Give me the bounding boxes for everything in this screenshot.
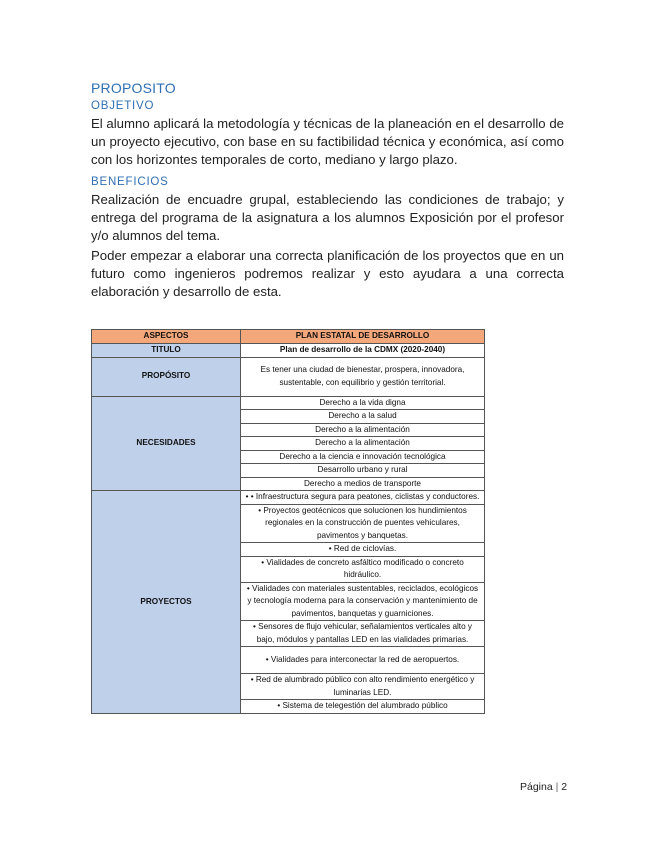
beneficios-paragraph: Realización de encuadre grupal, estableciendo las condiciones de trabajo; y entrega del programa de la asignatura a los alumnos Exposición por el profesor y/o alumnos del tema. [91, 192, 564, 243]
proyecto-item: • Red de alumbrado público con alto rendimiento energético y luminarias LED. [241, 674, 485, 700]
proyecto-item: • Sistema de telegestión del alumbrado público [241, 700, 485, 714]
plan-table [91, 329, 485, 714]
necesidad-item: Derecho a medios de transporte [241, 477, 485, 491]
value-titulo: Plan de desarrollo de la CDMX (2020-2040) [241, 344, 485, 358]
objetivo-paragraph: El alumno aplicará la metodología y técnicas de la planeación en el desarrollo de un proyecto ejecutivo, con base en su factibilidad técnica y económica, así como con los horizontes temporales de corto, mediano y largo plazo. [91, 116, 564, 167]
objetivo-heading: OBJETIVO [91, 100, 155, 112]
page-label: Página [520, 781, 553, 793]
necesidad-item: Derecho a la vida digna [241, 396, 485, 410]
table-row-proposito [92, 357, 485, 396]
label-proposito: PROPÓSITO [92, 357, 241, 396]
header-aspectos: ASPECTOS [92, 330, 241, 344]
proyecto-item: • • Infraestructura segura para peatones, ciclistas y conductores. [241, 491, 485, 505]
label-necesidades: NECESIDADES [92, 396, 241, 491]
page-separator: | [555, 781, 559, 793]
section-heading: PROPOSITO [91, 80, 176, 96]
necesidad-item: Derecho a la ciencia e innovación tecnológica [241, 450, 485, 464]
page-footer [520, 781, 567, 793]
value-proposito: Es tener una ciudad de bienestar, prospera, innovadora, sustentable, con equilibrio y gestión territorial. [241, 357, 485, 396]
necesidad-item: Desarrollo urbano y rural [241, 464, 485, 478]
proyecto-item: • Vialidades para interconectar la red de aeropuertos. [241, 647, 485, 674]
necesidad-item: Derecho a la alimentación [241, 437, 485, 451]
proyecto-item: • Proyectos geotécnicos que solucionen los hundimientos regionales en la construcción de puentes vehiculares, pavimentos y banquetas. [241, 504, 485, 543]
page-number: 2 [561, 781, 568, 793]
beneficios-heading: BENEFICIOS [91, 176, 169, 188]
label-titulo: TITULO [92, 344, 241, 358]
necesidad-item: Derecho a la alimentación [241, 423, 485, 437]
table-row-proyectos [92, 491, 485, 505]
table-row-necesidades [92, 396, 485, 410]
table-row-titulo [92, 344, 485, 358]
proyecto-item: • Red de ciclovías. [241, 543, 485, 557]
necesidad-item: Derecho a la salud [241, 410, 485, 424]
proyecto-item: • Vialidades con materiales sustentables, reciclados, ecológicos y tecnología moderna para la conservación y mantenimiento de pavimentos, banquetas y guarniciones. [241, 582, 485, 621]
proyecto-item: • Vialidades de concreto asfáltico modificado o concreto hidráulico. [241, 556, 485, 582]
proyecto-item: • Sensores de flujo vehicular, señalamientos verticales alto y bajo, módulos y pantallas LED en las vialidades primarias. [241, 621, 485, 647]
table-header-row [92, 330, 485, 344]
header-plan: PLAN ESTATAL DE DESARROLLO [241, 330, 485, 344]
beneficios-paragraph-2: Poder empezar a elaborar una correcta planificación de los proyectos que en un futuro como ingenieros podremos realizar y esto ayudara a una correcta elaboración y desarrollo de esta. [91, 248, 564, 299]
label-proyectos: PROYECTOS [92, 491, 241, 714]
